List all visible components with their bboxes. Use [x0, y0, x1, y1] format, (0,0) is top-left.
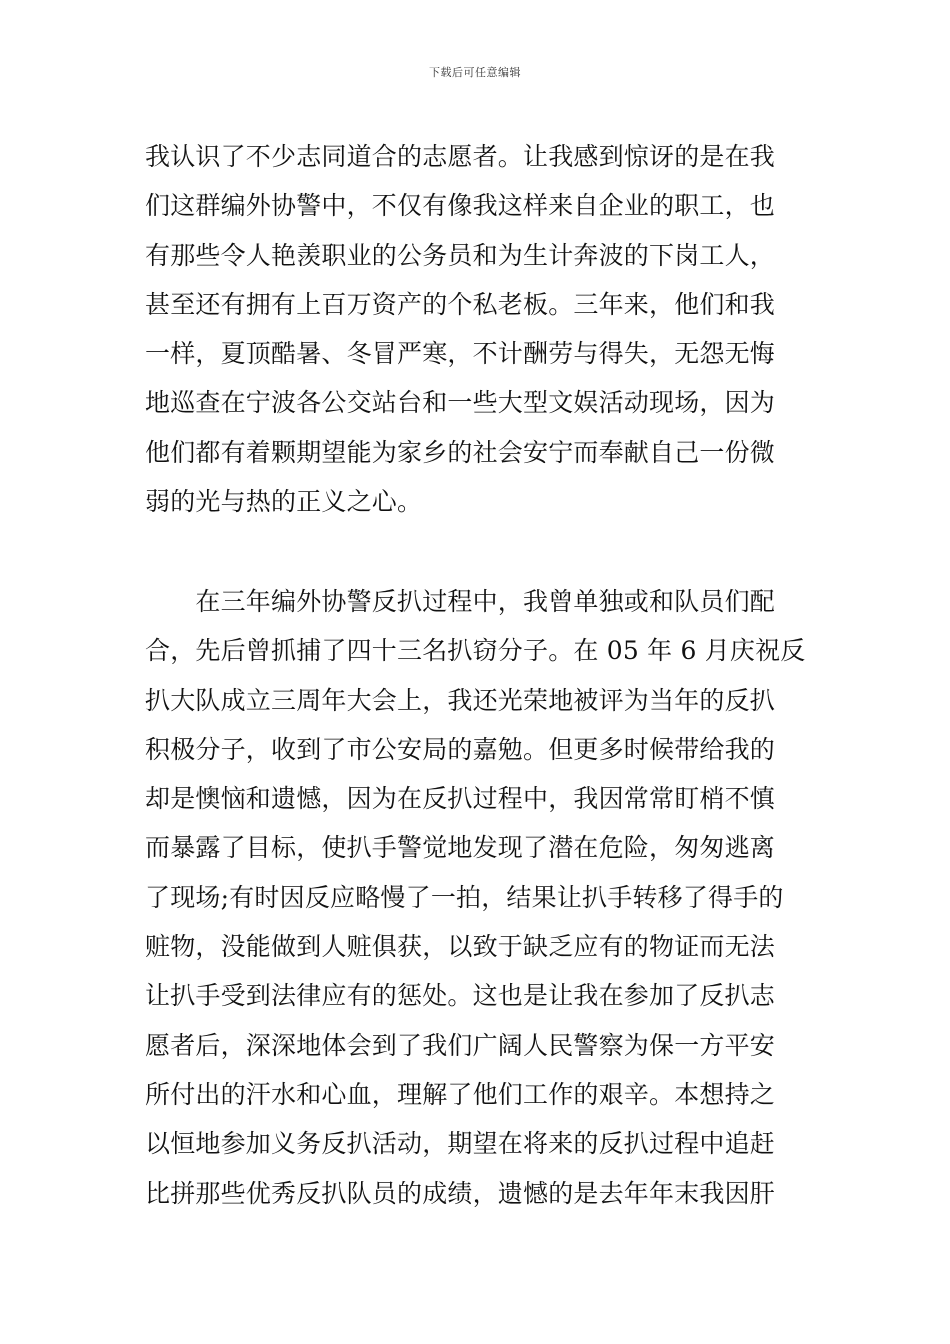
text-line: 地巡查在宁波各公交站台和一些大型文娱活动现场，因为 — [145, 388, 776, 418]
text-line: 赃物，没能做到人赃俱获，以致于缺乏应有的物证而无法 — [145, 932, 776, 962]
paragraph-1 — [145, 132, 815, 526]
text-line: 弱的光与热的正义之心。 — [145, 487, 423, 517]
text-line: 有那些令人艳羡职业的公务员和为生计奔波的下岗工人， — [145, 240, 776, 270]
text-line: 合，先后曾抓捕了四十三名扒窃分子。在 05 年 6 月庆祝反 — [145, 636, 806, 666]
paragraph-2 — [145, 577, 815, 1218]
text-line: 让扒手受到法律应有的惩处。这也是让我在参加了反扒志 — [145, 981, 776, 1011]
text-line: 他们都有着颗期望能为家乡的社会安宁而奉献自己一份微 — [145, 437, 776, 467]
text-line: 甚至还有拥有上百万资产的个私老板。三年来，他们和我 — [145, 289, 776, 319]
text-line: 以恒地参加义务反扒活动，期望在将来的反扒过程中追赶 — [145, 1129, 776, 1159]
text-line: 扒大队成立三周年大会上，我还光荣地被评为当年的反扒 — [145, 685, 776, 715]
text-line: 愿者后，深深地体会到了我们广阔人民警察为保一方平安 — [145, 1030, 776, 1060]
text-line: 比拼那些优秀反扒队员的成绩，遗憾的是去年年末我因肝 — [145, 1178, 776, 1208]
text-line: 而暴露了目标，使扒手警觉地发现了潜在危险，匆匆逃离 — [145, 833, 776, 863]
text-line: 们这群编外协警中，不仅有像我这样来自企业的职工，也 — [145, 191, 776, 221]
text-line: 一样，夏顶酷暑、冬冒严寒，不计酬劳与得失，无怨无悔 — [145, 339, 776, 369]
text-line: 在三年编外协警反扒过程中，我曾单独或和队员们配 — [145, 587, 776, 616]
download-editable-note: 下载后可任意编辑 — [429, 66, 521, 79]
text-line: 了现场;有时因反应略慢了一拍，结果让扒手转移了得手的 — [145, 882, 784, 912]
text-line: 积极分子，收到了市公安局的嘉勉。但更多时候带给我的 — [145, 734, 776, 764]
text-line: 却是懊恼和遗憾，因为在反扒过程中，我因常常盯梢不慎 — [145, 784, 776, 814]
text-line: 我认识了不少志同道合的志愿者。让我感到惊讶的是在我 — [145, 142, 776, 171]
text-line: 所付出的汗水和心血，理解了他们工作的艰辛。本想持之 — [145, 1079, 776, 1109]
